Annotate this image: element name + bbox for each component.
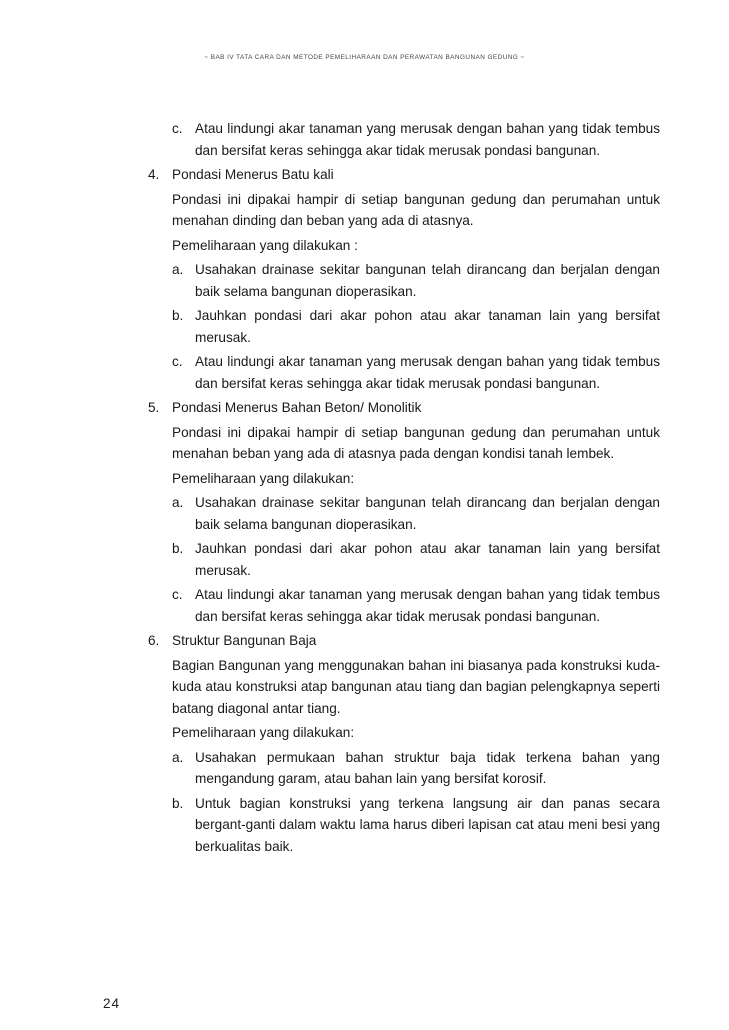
point-marker: c. [172, 587, 183, 602]
section-6 [148, 630, 660, 857]
point-marker: c. [172, 354, 183, 369]
point-text: Untuk bagian konstruksi yang terkena langsung air dan panas secara bergant-ganti dalam waktu lama harus diberi lapisan cat atau meni besi yang berkualitas baik. [195, 795, 660, 854]
point-text: Usahakan drainase sekitar bangunan telah dirancang dan berjalan dengan baik selama bangunan dioperasikan. [195, 262, 660, 299]
maintenance-point [172, 584, 660, 627]
continuation-point [148, 118, 660, 161]
maintenance-point [172, 793, 660, 858]
maintenance-label: Pemeliharaan yang dilakukan: [172, 725, 355, 740]
maintenance-point [172, 305, 660, 348]
section-body [172, 655, 660, 744]
maintenance-point [172, 351, 660, 394]
section-number: 5. [148, 400, 160, 415]
section-body [172, 422, 660, 490]
maintenance-label: Pemeliharaan yang dilakukan : [172, 237, 358, 253]
point-marker: c. [172, 121, 183, 136]
maintenance-point [172, 538, 660, 581]
point-text: Jauhkan pondasi dari akar pohon atau akar tanaman lain yang bersifat merusak. [195, 308, 660, 345]
point-marker: b. [172, 308, 184, 323]
document-body [148, 118, 660, 860]
page-number: 24 [103, 996, 121, 1011]
point-marker: b. [172, 795, 184, 811]
maintenance-point [172, 747, 660, 790]
section-title: Struktur Bangunan Baja [172, 633, 317, 648]
point-text: Atau lindungi akar tanaman yang merusak dengan bahan yang tidak tembus dan bersifat keras sehingga akar tidak merusak pondasi bangunan. [195, 587, 660, 624]
section-description: Bagian Bangunan yang menggunakan bahan ini biasanya pada konstruksi kuda-kuda atau konstruksi atap bangunan atau tiang dan bagian pelengkapnya seperti batang diagonal antar tiang. [172, 657, 660, 716]
maintenance-point [172, 259, 660, 302]
section-description: Pondasi ini dipakai hampir di setiap bangunan gedung dan perumahan untuk menahan beban yang ada di atasnya pada dengan kondisi tanah lembek. [172, 424, 660, 461]
point-text: Atau lindungi akar tanaman yang merusak dengan bahan yang tidak tembus dan bersifat keras sehingga akar tidak merusak pondasi bangunan. [195, 354, 660, 391]
point-text: Atau lindungi akar tanaman yang merusak dengan bahan yang tidak tembus dan bersifat keras sehingga akar tidak merusak pondasi bangunan. [195, 121, 660, 158]
section-description: Pondasi ini dipakai hampir di setiap bangunan gedung dan perumahan untuk menahan dinding dan beban yang ada di atasnya. [172, 191, 660, 228]
section-title: Pondasi Menerus Bahan Beton/ Monolitik [172, 400, 422, 415]
point-marker: b. [172, 541, 184, 556]
point-text: Jauhkan pondasi dari akar pohon atau akar tanaman lain yang bersifat merusak. [195, 541, 660, 578]
section-number: 6. [148, 633, 160, 648]
point-marker: a. [172, 749, 184, 765]
section-5 [148, 397, 660, 627]
running-header: ~ BAB IV TATA CARA DAN METODE PEMELIHARAAN DAN PERAWATAN BANGUNAN GEDUNG ~ [204, 54, 525, 61]
section-4 [148, 164, 660, 394]
section-body [172, 189, 660, 257]
section-title: Pondasi Menerus Batu kali [172, 167, 334, 182]
point-text: Usahakan permukaan bahan struktur baja tidak terkena bahan yang mengandung garam, atau bahan lain yang bersifat korosif. [195, 749, 660, 786]
point-marker: a. [172, 262, 184, 277]
point-marker: a. [172, 495, 184, 510]
maintenance-label: Pemeliharaan yang dilakukan: [172, 470, 355, 486]
point-text: Usahakan drainase sekitar bangunan telah dirancang dan berjalan dengan baik selama bangunan dioperasikan. [195, 495, 660, 532]
section-number: 4. [148, 167, 160, 182]
maintenance-point [172, 492, 660, 535]
